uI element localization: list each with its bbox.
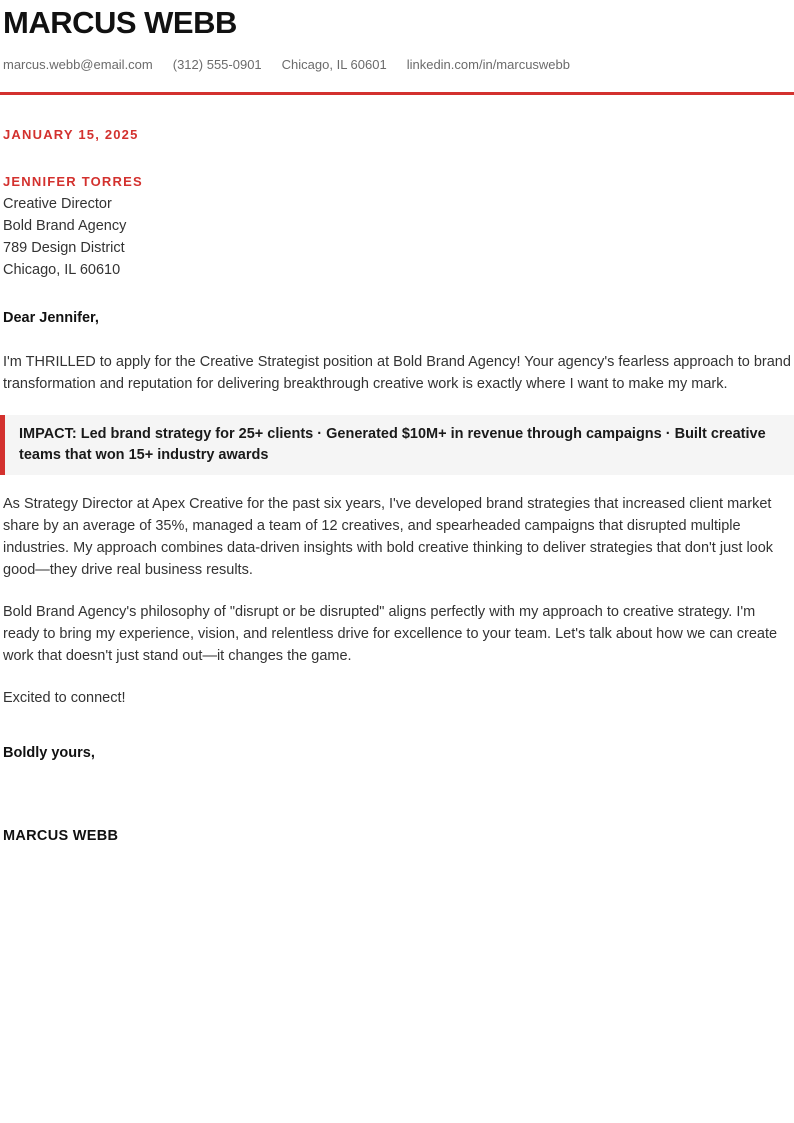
contact-bar	[0, 57, 794, 73]
recipient-company: Bold Brand Agency	[3, 218, 127, 234]
contact-linkedin: linkedin.com/in/marcuswebb	[406, 57, 570, 72]
connect-line: Excited to connect!	[3, 690, 126, 706]
letter-header	[0, 6, 794, 95]
closing-paragraph: Bold Brand Agency's philosophy of "disrupt or be disrupted" aligns perfectly with my approach to creative strategy. I'm ready to bring my experience, vision, and relentless drive for excellence to your team. Let's talk about how we can create work that doesn't just stand out—it changes the game.	[3, 604, 778, 664]
impact-highlight-text: IMPACT: Led brand strategy for 25+ clients · Generated $10M+ in revenue through campaigns · Built creative teams that won 15+ industry awards	[19, 426, 766, 463]
experience-paragraph: As Strategy Director at Apex Creative for the past six years, I've developed brand strategies that increased client market share by an average of 35%, managed a team of 12 creatives, and spearheaded campaigns that disrupted multiple industries. My approach combines data-driven insights with bold creative thinking to deliver strategies that don't just look good—they drive real business results.	[3, 496, 774, 578]
recipient-details	[0, 193, 794, 281]
salutation: Dear Jennifer,	[3, 310, 99, 326]
header-divider-rule	[0, 92, 794, 95]
letter-body	[0, 127, 794, 847]
date-line: JANUARY 15, 2025	[3, 127, 139, 142]
contact-email: marcus.webb@email.com	[3, 57, 153, 72]
contact-location: Chicago, IL 60601	[281, 57, 387, 72]
impact-highlight-box	[0, 415, 794, 475]
sender-name: MARCUS WEBB	[3, 5, 237, 40]
recipient-name: JENNIFER TORRES	[3, 174, 143, 189]
intro-paragraph: I'm THRILLED to apply for the Creative Strategist position at Bold Brand Agency! Your agency's fearless approach to brand transformation and reputation for delivering breakthrough creative work is exactly where I want to make my mark.	[3, 354, 791, 392]
sign-off: Boldly yours,	[3, 745, 95, 761]
contact-phone: (312) 555-0901	[172, 57, 262, 72]
recipient-city-line: Chicago, IL 60610	[3, 262, 121, 278]
recipient-title: Creative Director	[3, 196, 112, 212]
recipient-address-line: 789 Design District	[3, 240, 125, 256]
recipient-block	[0, 174, 794, 281]
signature-name: MARCUS WEBB	[3, 828, 119, 844]
